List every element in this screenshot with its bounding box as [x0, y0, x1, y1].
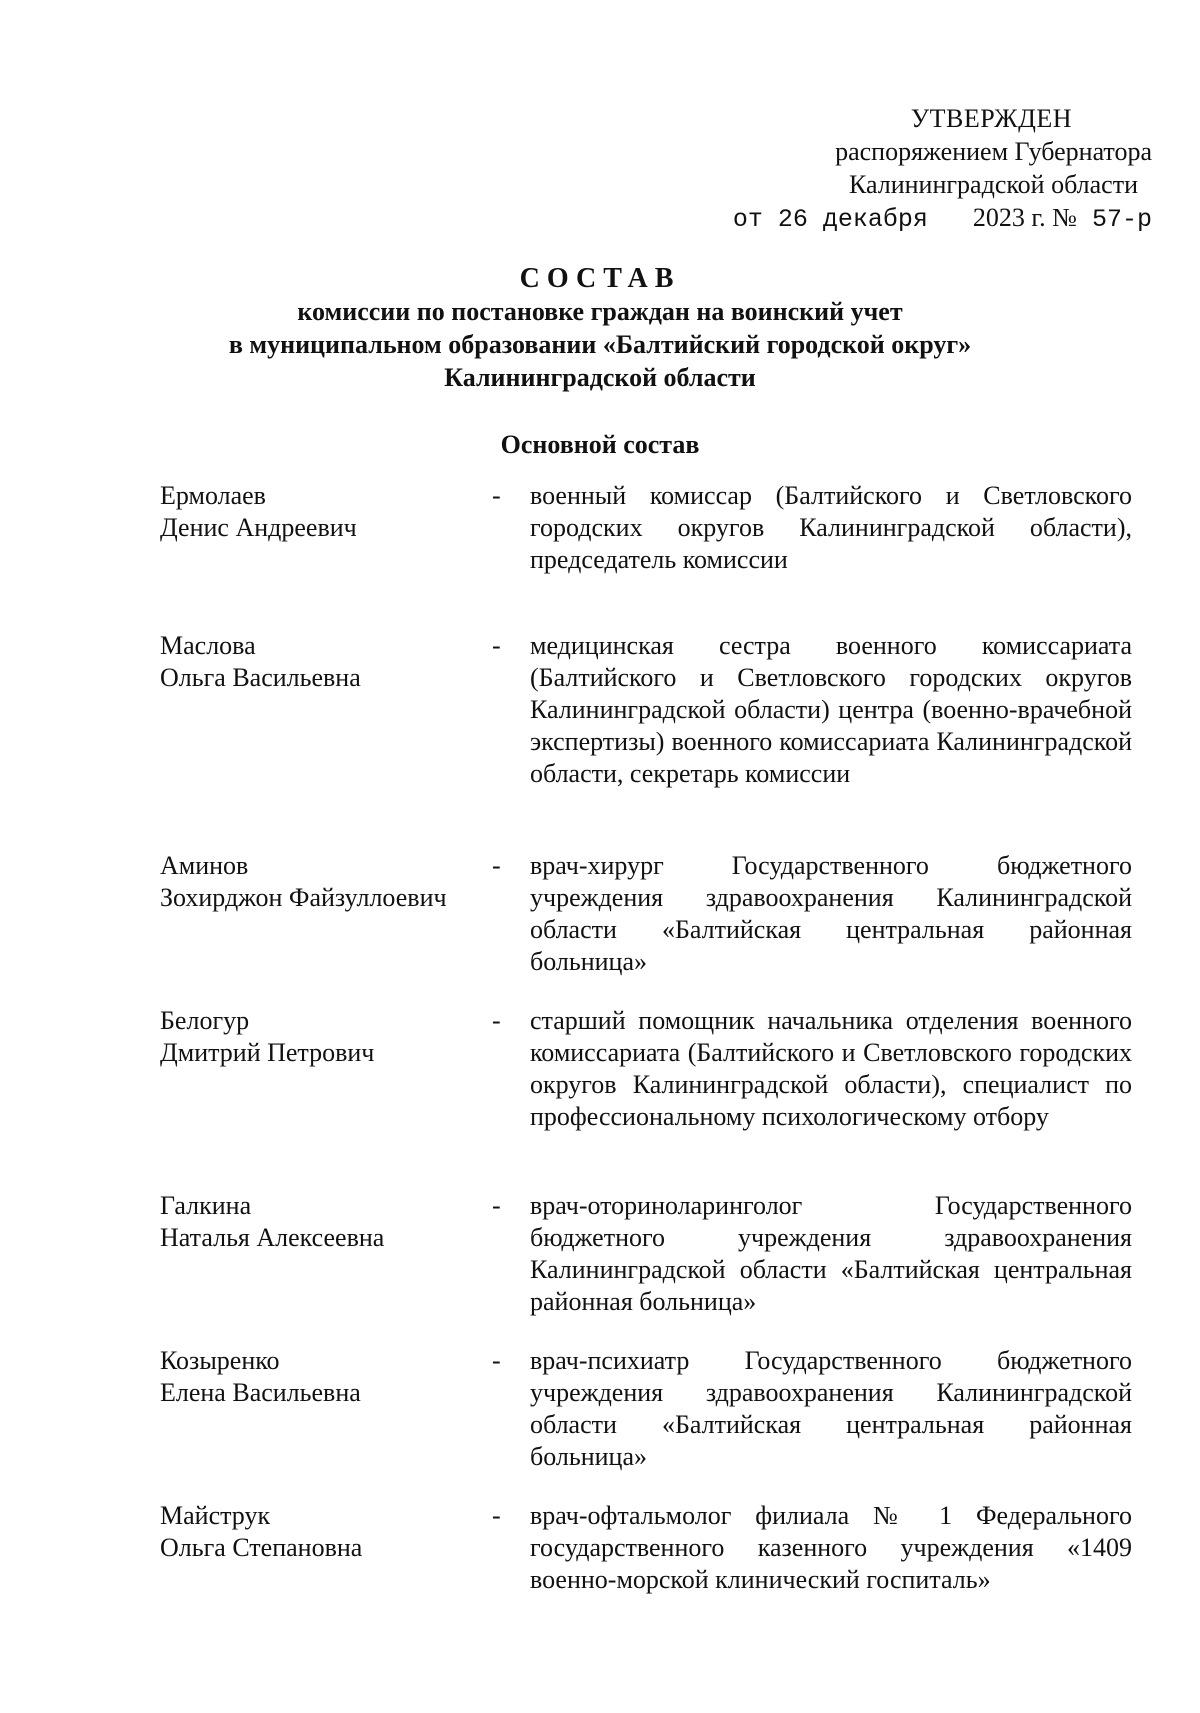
member-surname: Ермолаев [160, 481, 266, 510]
member-description: военный комиссар (Балтийского и Светловского городских округов Калининградской области), председатель комиссии [530, 481, 1132, 574]
member-surname: Майструк [160, 1501, 271, 1530]
member-surname: Галкина [160, 1191, 252, 1220]
member-description: врач-психиатр Государственного бюджетного учреждения здравоохранения Калининградской области «Балтийская центральная районная больница» [530, 1346, 1132, 1471]
member-name [160, 1190, 490, 1254]
approval-line-2: распоряжением Губернатора [835, 137, 1152, 166]
member-given-names: Денис Андреевич [160, 513, 357, 542]
member-dash: - [492, 1006, 501, 1035]
member-given-names: Наталья Алексеевна [160, 1223, 385, 1252]
member-name [160, 480, 490, 544]
member-given-names: Елена Васильевна [160, 1378, 361, 1407]
section-title: Основной состав [500, 430, 700, 459]
document-title: СОСТАВ [519, 263, 681, 294]
member-name [160, 1345, 490, 1409]
member-given-names: Дмитрий Петрович [160, 1038, 375, 1067]
heading-line-3: Калининградской области [444, 363, 756, 392]
approval-number: 57-р [1091, 205, 1152, 234]
member-name [160, 850, 490, 914]
member-name [160, 1500, 490, 1564]
document-heading [0, 262, 1200, 394]
member-description: врач-оториноларинголог Государственного бюджетного учреждения здравоохранения Калининградской области «Балтийская центральная районная больница» [530, 1191, 1132, 1316]
heading-line-1: комиссии по постановке граждан на воинский учет [297, 297, 903, 326]
approval-year: 2023 г. № [972, 203, 1077, 232]
member-dash: - [492, 481, 501, 510]
member-name [160, 1005, 490, 1069]
member-dash: - [492, 851, 501, 880]
member-surname: Козыренко [160, 1346, 280, 1375]
approval-date-line [672, 201, 1152, 236]
member-dash: - [492, 1346, 501, 1375]
approval-title: УТВЕРЖДЕН [910, 104, 1072, 133]
member-description: медицинская сестра военного комиссариата (Балтийского и Светловского городских округов Калининградской области) центра (военно-врачебной экспертизы) военного комиссариата Калининградской области, секретарь комиссии [530, 631, 1132, 788]
member-given-names: Ольга Степановна [160, 1533, 363, 1562]
member-given-names: Ольга Васильевна [160, 663, 361, 692]
member-dash: - [492, 1501, 501, 1530]
approval-stamp [672, 102, 1152, 236]
heading-line-2: в муниципальном образовании «Балтийский городской округ» [228, 330, 972, 359]
member-description: врач-офтальмолог филиала № 1 Федерального государственного казенного учреждения «1409 военно-морской клинический госпиталь» [530, 1501, 1132, 1594]
approval-date: от 26 декабря [732, 205, 928, 234]
member-surname: Аминов [160, 851, 249, 880]
member-surname: Маслова [160, 631, 256, 660]
member-given-names: Зохирджон Файзуллоевич [160, 883, 447, 912]
member-description: врач-хирург Государственного бюджетного учреждения здравоохранения Калининградской области «Балтийская центральная районная больница» [530, 851, 1132, 976]
member-dash: - [492, 1191, 501, 1220]
approval-line-3: Калининградской области [848, 170, 1138, 199]
member-description: старший помощник начальника отделения военного комиссариата (Балтийского и Светловского городских округов Калининградской области), специалист по профессиональному психологическому отбору [530, 1006, 1132, 1131]
member-surname: Белогур [160, 1006, 250, 1035]
member-name [160, 630, 490, 694]
member-dash: - [492, 631, 501, 660]
